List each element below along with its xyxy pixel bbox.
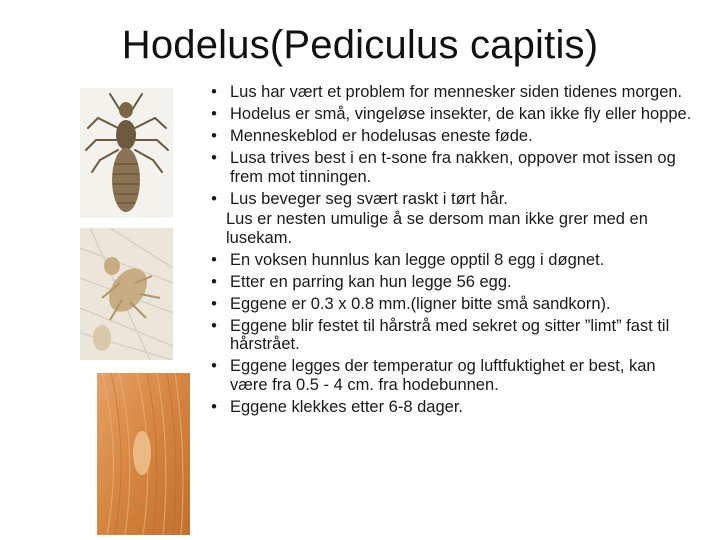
list-item: • Lus har vært et problem for mennesker siden tidenes morgen.	[211, 83, 683, 101]
list-item: • Eggene klekkes etter 6-8 dager.	[211, 397, 463, 416]
list-item: • Eggene legges der temperatur og luftfuktighet er best, kan være fra 0.5 - 4 cm. fra hodebunnen.	[211, 357, 656, 394]
list-item: • Lusa trives best i en t-sone fra nakken, oppover mot issen og frem mot tinningen.	[211, 148, 676, 186]
nit-on-hair-photo	[97, 373, 190, 535]
list-item: • Eggene er 0.3 x 0.8 mm.(ligner bitte små sandkorn).	[211, 294, 611, 313]
louse-on-hair-photo	[80, 228, 173, 360]
slide-title: Hodelus(Pediculus capitis)	[121, 23, 599, 67]
list-item: • Hodelus er små, vingeløse insekter, de kan ikke fly eller hoppe.	[211, 104, 692, 123]
head-louse-photo	[80, 88, 173, 218]
list-item: • Etter en parring kan hun legge 56 egg.	[211, 272, 512, 291]
continuation-paragraph: Lus er nesten umulige å se dersom man ikke grer med en lusekam.	[226, 210, 648, 247]
list-item: • En voksen hunnlus kan legge opptil 8 egg i døgnet.	[211, 250, 605, 269]
list-item: • Lus beveger seg svært raskt i tørt hår.	[211, 189, 508, 208]
list-item: • Menneskeblod er hodelusas eneste føde.	[211, 126, 533, 145]
list-item: • Eggene blir festet til hårstrå med sekret og sitter ”limt” fast til hårstrået.	[211, 316, 670, 354]
bullet-list	[206, 83, 696, 420]
